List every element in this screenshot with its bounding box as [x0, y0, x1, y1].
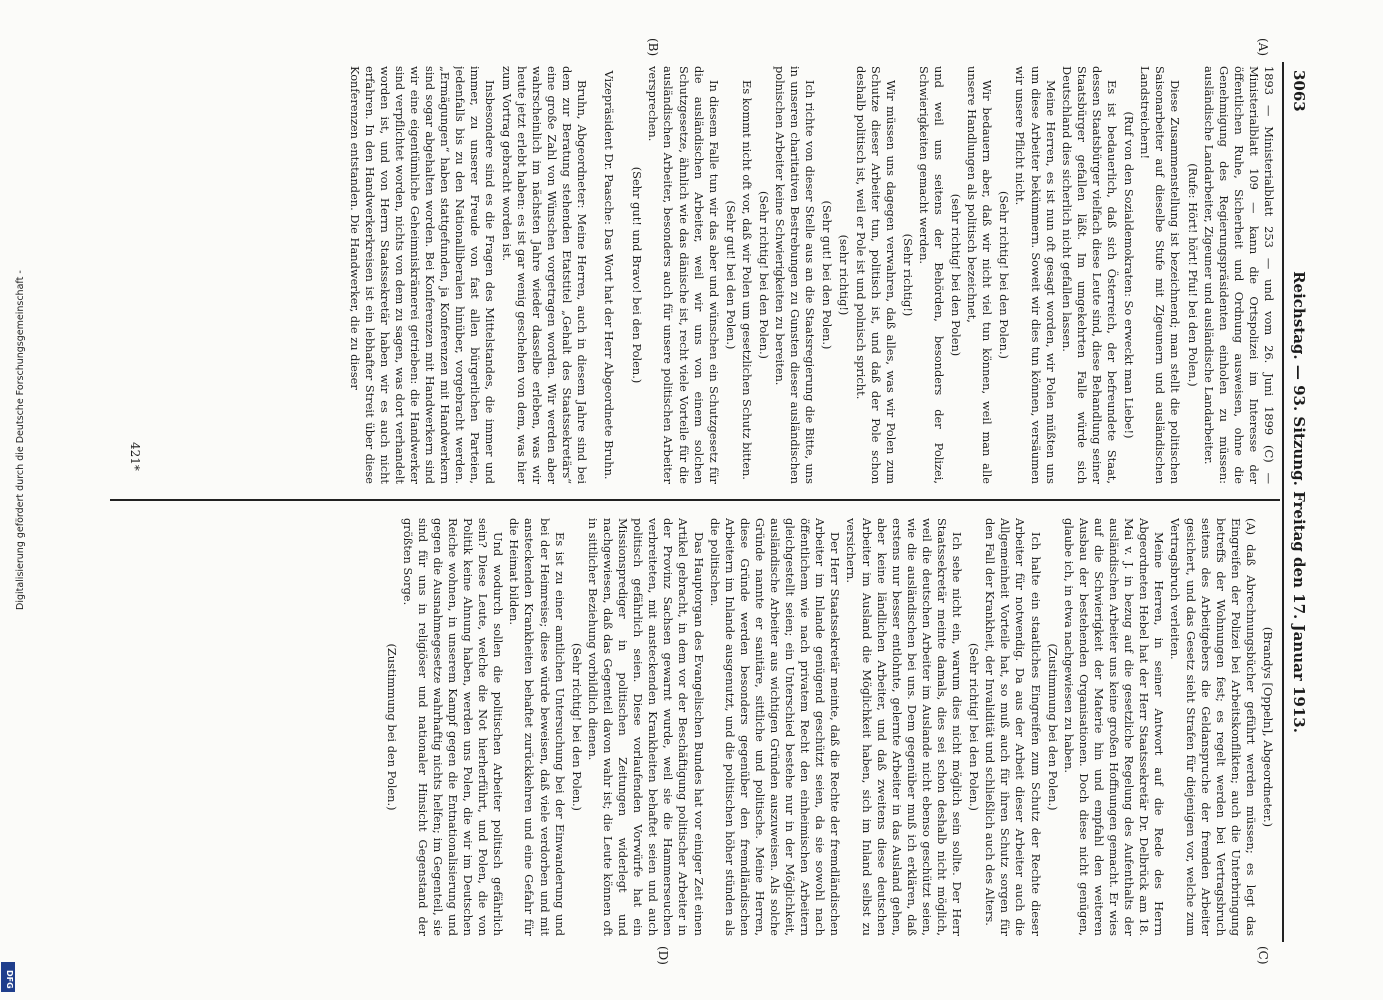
interjection: (Sehr richtig! bei den Polen.) — [569, 642, 584, 812]
interjection: (Sehr gut! bei den Polen.) — [723, 200, 738, 350]
interjection: (Sehr richtig! bei den Polen.) — [757, 190, 771, 360]
interjection: (Zustimmung bei den Polen.) — [1045, 643, 1060, 811]
paragraph: Diese Zusammenstellung ist bezeichnend; man stellt die politischen Saisonarbeiter auf dieselbe Stufe mit Zigeunern und ausländischen Landstreichern! — [1138, 66, 1183, 484]
paragraph: Das Hauptorgan des Evangelischen Bundes hat vor einiger Zeit einen Artikel gebracht, in dem vor der Beschäftigung politischer Arbeiter in der Provinz Sachsen gewarnt wurde, weil sie die Hammerseuchen verbreiteten, mit ansteckenden Krankheiten behaftet seien und auch politisch gefährlich seien. Diese vorlaufenden Vorwürfe hat ein Missionsprediger in politischen Zeitungen widerlegt und nachgewiesen, daß das Gegenteil davon wahr ist; die Leute können oft in sittlicher Beziehung vorbildlich dienen. — [585, 518, 706, 936]
interjection: (Rufe: Hört! hört! Pfui! bei den Polen.) — [1185, 163, 1200, 387]
paragraph: Ich halte ein staatliches Eingreifen zum Schutz der Rechte dieser Arbeiter für notwendig. Da aus der Arbeit dieser Arbeiter auch die Allgemeinheit Vorteile hat, so muß auch für ihren Schutz sorgen für den Fall der Krankheit, der Invalidität und schließlich auch des Alters. — [983, 518, 1043, 936]
speaker-announcement: Vizepräsident Dr. Paasche: Das Wort hat der Herr Abgeordnete Bruhn. — [602, 70, 617, 480]
rotated-page-content — [100, 38, 1310, 965]
margin-mark-c: (C) — [1256, 946, 1270, 965]
column-divider — [110, 499, 1280, 501]
spacer — [589, 66, 599, 484]
interjection: (Sehr gut! und Bravo! bei den Polen.) — [630, 166, 645, 384]
page-header — [1284, 62, 1310, 942]
margin-mark-b: (B) — [646, 38, 660, 57]
paragraph: Es ist zu einer amtlichen Untersuchung bei der Einwanderung und bei der Heimreise; diese würde beweisen, daß viele verdorben und mit ansteckenden Krankheiten behaftet zurückkehren und eine Gefahr für die Heimat bilden. — [507, 518, 567, 936]
paragraph: und weil uns seitens der Behörden, besonders der Polizei, Schwierigkeiten gemacht werden. — [916, 66, 947, 484]
paragraph: Es ist bedauerlich, daß sich Österreich, der befreundete Staat, dessen Staatsbürger vielfach diese Leute sind, diese Behandlung seiner Staatsbürger gefallen läßt. Im umgekehrten Falle würde sich Deutschland dies sicherlich nicht gefallen lassen. — [1059, 66, 1120, 484]
paragraph: Meine Herren, es ist nun oft gesagt worden, wir Polen müßten uns um diese Arbeiter bekümmern. Soweit wir dies tun können, versäumen wir unsere Pflicht nicht. — [1013, 66, 1058, 484]
paragraph: Meine Herren, in seiner Antwort auf die Rede des Herrn Abgeordneten Hebel hat der Herr Staatssekretär Dr. Delbrück am 18. Mai v. J. in bezug auf die gesetzliche Regelung des Aufenthalts der ausländischen Arbeiter uns keine großen Hoffnungen gemacht. Er wies auf die Schwierigkeit der Materie hin und empfahl den weiteren Ausbau der bestehenden Organisationen. Doch diese nicht genügen, glaube ich, in etwa nachgewiesen zu haben. — [1061, 518, 1167, 936]
speech-paragraph: Insbesondere sind es die Fragen des Mittelstandes, die immer und immer, zu unserer Freude von fast allen bürgerlichen Parteien, jedenfalls bis zu den Nationalliberalen hinüber, vorgebracht werden. „Ermägungen“ haben stattgefunden, ja Konferenzen mit Handwerkern sind sogar abgehalten worden. Bei Konferenzen mit Handwerkern sind wir eine eigentümliche Geheimniskrämerei getrieben: die Handwerker sind verpflichtet worden, nichts von dem zu sagen, was dort verhandelt worden ist, und von Herrn Staatssekretär haben wir es auch nicht erfahren. In den Handwerkerkreisen ist ein lebhafter Streit über diese Konferenzen entstanden. Die Handwerker, die zu dieser — [347, 66, 498, 484]
page-number: 3063 — [1290, 70, 1308, 112]
interjection: (Sehr richtig! bei den Polen.) — [967, 642, 982, 812]
speaker-running-head: (Brandys [Oppeln], Abgeordneter.) — [1261, 626, 1275, 828]
interjection: (Ruf von den Sozialdemokraten: So erweckt man Liebe!) — [1122, 111, 1137, 439]
interjection: (Sehr richtig! bei den Polen.) — [997, 190, 1012, 360]
margin-mark-d: (D) — [656, 946, 670, 965]
spacer — [617, 66, 627, 484]
digitization-credit: Digitalisierung gefördert durch die Deutsche Forschungsgemeinschaft - — [15, 270, 26, 610]
paragraph: Wir müssen uns dagegen verwahren, daß alles, was wir Polen zum Schutze dieser Arbeiter tun, politisch ist, und daß der Pole schon deshalb politisch ist, weil er Pole ist und polnisch spricht. — [853, 66, 898, 484]
interjection: (Sehr gut! bei den Polen.) — [820, 200, 835, 350]
paragraph: Und wodurch sollen die politischen Arbeiter politisch gefährlich sein? Diese Leute, welche die Not hierherführt, und Polen, die von Politik keine Ahnung haben, werden uns Polen, die wir im Deutschen Reiche wohnen, in unserem Kampf gegen die Entnationalisierung und gegen die Ausnahmegesetze wahrhaftig nichts helfen; im Gegenteil, sie sind für uns in religiöser und nationaler Hinsicht Gegenstand der größten Sorge. — [400, 518, 506, 936]
paragraph: 1893 — Ministerialblatt 253 — und vom 26. Juni 1899 (C) — Ministerialblatt 109 — kann die Ortspolizei im Interesse der öffentlichen Ruhe, Sicherheit und Ordnung ausweisen, ohne die Genehmigung des Regierungspräsidenten einholen zu müssen: ausländische Landarbeiter, Zigeuner und ausländische Landarbeiter. — [1201, 66, 1276, 484]
interjection: (Zustimmung bei den Polen.) — [384, 643, 399, 811]
paragraph: Es kommt nicht oft vor, daß wir Polen um gesetzlichen Schutz bitten. — [739, 80, 754, 480]
right-column — [111, 518, 1276, 936]
margin-mark-a: (A) — [1256, 38, 1270, 57]
dfg-logo-text: DFG — [5, 970, 14, 989]
interjection: (sehr richtig! bei den Polen) — [949, 193, 964, 357]
header-rule — [1282, 62, 1284, 942]
paragraph: (A) daß Abrechnungsbücher geführt werden müssen; es legt das Eingreifen der Polizei bei Arbeitskonflikten; auch die Unterbringung betreffs der Wohnungen fest; es regelt werden bei Vertragsbruch seitens des Arbeitgebers die Geldanspruche der fremden Arbeiter gesichert, und das Gesetz sieht Strafen für diejenigen vor, welche zum Vertragsbruch verleiten. — [1168, 518, 1258, 936]
interjection: (sehr richtig!) — [837, 234, 852, 316]
digitization-strip — [0, 0, 26, 1000]
paragraph: Wir bedauern aber, daß wir nicht viel tun können, weil man alle unsere Handlungen als politisch bezeichnet, — [965, 66, 995, 484]
speech-paragraph: Bruhn, Abgeordneter: Meine Herren, auch in diesem Jahre sind bei dem zur Beratung stehenden Etatstitel „Gehalt des Staatssekretärs“ eine große Zahl von Wünschen vorgetragen worden. Wir werden aber wahrscheinlich im nächsten Jahre wieder dasselbe erleben, was wir heute jetzt erlebt haben: es ist gar wenig geschehen von dem, was hier zum Vortrag gebracht worden ist. — [499, 66, 590, 484]
paragraph: Ich richte von dieser Stelle aus an die Staatsregierung die Bitte, uns in unseren charitativen Bestrebungen zu Gunsten dieser ausländischen polnischen Arbeiter keine Schwierigkeiten zu bereiten. — [773, 66, 818, 484]
page-signature: 421* — [128, 442, 142, 471]
dfg-logo-icon — [1, 962, 15, 992]
interjection: (Sehr richtig!) — [900, 233, 915, 317]
left-column — [111, 66, 1276, 484]
paragraph: Ich sehe nicht ein, warum dies nicht möglich sein sollte. Der Herr Staatssekretär meinte damals, dies sei schon deshalb nicht möglich, weil die deutschen Arbeiter im Auslande nicht ebenso geschützt seien, wie die ausländischen bei uns. Dem gegenüber muß ich erklären, daß erstens nur besser entlohnte, gelernte Arbeiter in das Ausland gehen, aber keine ländlichen Arbeiter, und daß zweitens diese deutschen Arbeiter im Ausland die Möglichkeit haben, sich im Inland selbst zu versichern. — [844, 518, 965, 936]
page-title: Reichstag. — 93. Sitzung. Freitag den 17. Januar 1913. — [1290, 271, 1308, 733]
paragraph: Der Herr Staatssekretär meinte, daß die Rechte der fremdländischen Arbeiter im Inlande genügend geschützt seien, da sie sowohl nach öffentlichem wie nach privatem Recht den einheimischen Arbeitern gleichgestellt seien; ein Unterschied bestehe nur in der Möglichkeit, ausländische Arbeiter aus wichtigen Gründen auszuweisen. Als solche Gründe nannte er sanitäre, sittliche und politische. Meine Herren, diese Gründe werden besonders gegenüber den fremdländischen Arbeitern im Inlande ausgenutzt, und die politischen höher stünden als die politischen. — [707, 518, 843, 936]
paragraph: In diesem Falle tun wir das aber und wünschen ein Schutzgesetz für die ausländischen Arbeiter, weil wir uns von einem solchen Schutzgesetze, ähnlich wie das dänische ist, recht viele Vorteile für die ausländischen Arbeiter, besonders auch für unsere politischen Arbeiter versprechen. — [646, 66, 721, 484]
